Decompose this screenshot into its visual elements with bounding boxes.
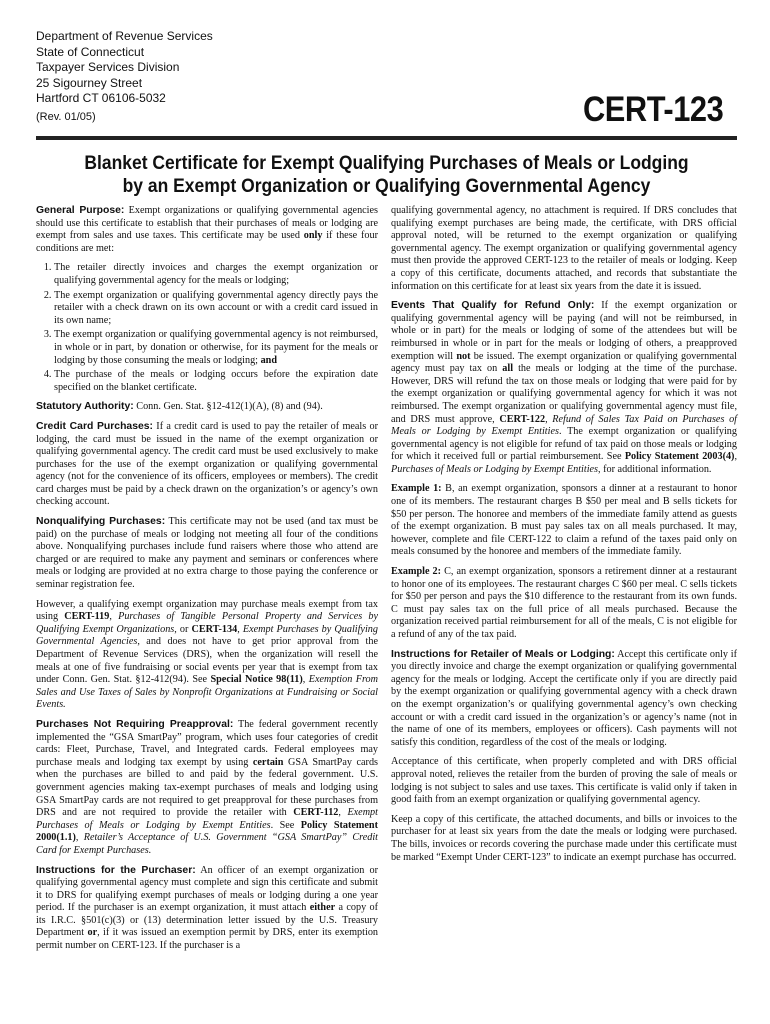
form-reference: CERT-119 <box>64 611 110 623</box>
section-heading: Statutory Authority: <box>36 401 134 413</box>
form-number: CERT-123 <box>583 90 724 129</box>
address-line: State of Connecticut <box>36 44 145 59</box>
form-reference: CERT-112 <box>293 807 339 819</box>
acceptance-paragraph: Acceptance of this certificate, when properly completed and with DRS official approval noted, relieves the retailer from the burden of proving the sale of meals or lodging is not subject to sales and use taxes. This certificate is valid only if taken in good faith from an exempt organization or qualifying governmental agency. <box>391 756 737 806</box>
body-text: C, an exempt organization, sponsors a retirement dinner at a restaurant to honor one of its employees. The restaurant charges C $60 per meal. C sells tickets for $50 per person and pays the $10 difference to the restaurant from its own funds. C must pay sales tax on the full price of all meals purchased. Because the organization received partial reimbursement for all of the meals, C is not eligible for a refund of any of the tax paid. <box>391 566 737 640</box>
document-title <box>36 152 737 198</box>
general-purpose-section <box>36 205 378 255</box>
nonqualifying-section <box>36 516 378 592</box>
body-text: . The exempt organization or qualifying governmental agency is not eligible for refund of tax paid on those meals or lodging for which it received full or partial reimbursement. See <box>391 426 737 463</box>
policy-reference: Policy Statement 2000(1.1) <box>36 819 378 844</box>
body-text: If a credit card is used to pay the retailer of meals or lodging, the card must be issued in the name of the exempt organization or qualifying governmental agency. The credit card must be used exclusively to make purchases for the use of the exempt organization or qualifying governmental agency (not for the convenience of its officers, employees or members). The credit card charges must be paid by a check drawn on the organization’s or agency’s own checking account. <box>36 420 378 508</box>
statutory-section <box>36 401 378 414</box>
example-label: Example 1: <box>391 483 442 495</box>
address-line: Taxpayer Services Division <box>36 60 180 74</box>
retailer-instructions-section <box>391 649 737 750</box>
list-item <box>54 369 378 394</box>
body-text: , <box>734 451 737 463</box>
emphasis-text: not <box>456 350 471 362</box>
section-heading: Instructions for Retailer of Meals or Lodging: <box>391 648 615 660</box>
refund-section <box>391 300 737 476</box>
body-text: B, an exempt organization, sponsors a dinner at a restaurant to honor one of its members. The restaurant charges B $50 per meal and B sells tickets for $50 per person. The honoree and members of the immediate family attend as guests of the exempt organization. B must pay sales tax on all meals purchased. It may, however, complete and file CERT-122 to claim a refund of the taxes paid only on meals consumed by the honoree and members of the immediate family. <box>391 483 737 558</box>
purchaser-instructions-continued: qualifying governmental agency, no attachment is required. If DRS concludes that qualifying exempt purchases are being made, the certificate, with DRS official approval noted, will be returned to the exempt organization or qualifying governmental agency. The exempt organization or qualifying governmental agency must then provide the approved CERT-123 to the retailer of meals or lodging. Keep a copy of this certificate, documents attached, and records that substantiate the information on this certificate for at least six years from the date it is issued. <box>391 205 737 292</box>
policy-title: Retailer’s Acceptance of U.S. Government “GSA SmartPay” Credit Card for Exempt Purchases. <box>36 832 378 856</box>
emphasis-text: all <box>502 363 514 375</box>
header-rule <box>36 136 737 140</box>
form-title: Refund of Sales Tax Paid on Purchases of Meals or Lodging by Exempt Entities <box>391 413 738 438</box>
list-item <box>54 290 378 328</box>
form-title: Exempt Purchases of Meals or Lodging by Exempt Entities <box>36 807 378 831</box>
body-text: be issued. The exempt organization or qualifying governmental agency must pay tax on <box>391 350 737 375</box>
left-column <box>36 205 378 960</box>
body-text: . See <box>270 819 301 831</box>
body-text: An officer of an exempt organization or qualifying governmental agency must complete and sign this certificate and submit it to DRS for qualifying exempt purchases of meals or lodging during a one year period. If the purchaser is an exempt organization, it must attach <box>36 864 378 914</box>
purchaser-instructions-section <box>36 865 378 953</box>
form-title: Exempt Purchases by Qualifying Governmental Agencies <box>36 623 378 648</box>
right-column <box>391 205 737 871</box>
condition-text: The retailer directly invoices and charges the exempt organization or qualifying governmental agency for the meals or lodging; <box>54 262 378 286</box>
body-text: If the exempt organization or qualifying governmental agency will be paying (and will not be reimbursed, in whole or in part) for the meals or lodging of some of the attendees but will be reimbursed in whole or in part for the meals or lodging of others, a preapproved exemption will <box>391 300 737 362</box>
however-section <box>36 599 378 712</box>
emphasis-text: certain <box>252 756 284 768</box>
address-line: Hartford CT 06106-5032 <box>36 91 166 105</box>
body-text: the meals or lodging at the time of the purchase. However, DRS will refund the tax on those meals or lodging that were paid for by the exempt organization or qualifying governmental agency for which it was not reimbursed. The exempt organization or qualifying governmental agency must file, and DRS must approve, <box>391 363 737 425</box>
form-reference: CERT-122 <box>499 413 546 425</box>
body-text: , <box>75 832 84 844</box>
title-line: Blanket Certificate for Exempt Qualifying Purchases of Meals or Lodging <box>84 153 689 174</box>
body-text: , if it was issued an exemption permit by DRS, enter its exemption permit number on CERT-123. If the purchaser is a <box>36 927 379 952</box>
body-text: Accept this certificate only if you directly invoice and charge the exempt organization or qualifying governmental agency for the meals or lodging. Accept the certificate only if you are directly paid by the exempt organization or qualifying governmental agency with a check drawn on the exempt organization’s or qualifying governmental agency’s own checking account or with a credit card issued in the organization’s or agency’s name (not in the name of one of its members, employees or officers). Cash payments will not satisfy this condition, regardless of the cost of the meals or lodging. <box>391 648 737 748</box>
body-text: Conn. Gen. Stat. §12-412(1)(A), (8) and (94). <box>133 401 323 413</box>
emphasis-text: either <box>309 902 336 914</box>
section-heading: Nonqualifying Purchases: <box>36 516 166 528</box>
section-heading: Instructions for the Purchaser: <box>36 864 196 876</box>
list-item <box>54 329 378 367</box>
conditions-list <box>36 262 378 394</box>
address-line: 25 Sigourney Street <box>36 75 143 90</box>
condition-text: The purchase of the meals or lodging occurs before the expiration date specified on the blanket certificate. <box>54 369 378 393</box>
body-text: , and does not have to get prior approval from the Department of Revenue Services (DRS), when the organization will resell the meals at one of five fundraising or social events per year that is exempt from tax under Conn. Gen. Stat. §12-412(94). See <box>36 636 378 686</box>
body-text: , <box>338 807 348 819</box>
body-text: This certificate may not be used (and tax must be paid) on the purchase of meals or lodging not meeting all four of the conditions above. Nonqualifying purchases include fund raisers where those who attend are charged or are required to make any payment and seminars or conferences where meals or lodging are provided at no extra charge to those paying the conference or seminar registration fee. <box>36 516 378 591</box>
preapproval-section <box>36 719 378 858</box>
form-reference: CERT-134 <box>191 623 238 635</box>
agency-address <box>36 29 213 107</box>
record-keeping-paragraph: Keep a copy of this certificate, the attached documents, and bills or invoices to the purchaser for at least six years from the date the meals or lodging were purchased. The bills, invoices or records covering the purchase made under this certificate must be marked “Exempt Under CERT-123” to indicate an exempt purchase has occurred. <box>391 813 737 863</box>
emphasis-text: only <box>303 230 323 242</box>
credit-card-section <box>36 421 378 509</box>
list-item <box>54 262 378 287</box>
body-text: a copy of its I.R.C. §501(c)(3) or (13) determination letter issued by the U.S. Treasury Department <box>36 902 379 939</box>
section-heading: Credit Card Purchases: <box>36 420 153 432</box>
section-heading: Purchases Not Requiring Preapproval: <box>36 718 234 730</box>
example-label: Example 2: <box>391 566 442 578</box>
body-text: , for additional information. <box>598 463 712 475</box>
body-text: , or <box>174 623 192 635</box>
notice-reference: Special Notice 98(11) <box>210 674 303 686</box>
body-text: Exempt organizations or qualifying governmental agencies should use this certificate to establish that their purchases of meals or lodging are exempt from sales and use taxes. This certificate may be used <box>36 205 378 242</box>
section-heading: General Purpose: <box>36 205 125 216</box>
policy-reference: Policy Statement 2003(4) <box>624 451 735 463</box>
emphasis-text: and <box>260 354 277 366</box>
condition-text: The exempt organization or qualifying governmental agency directly pays the retailer with a check drawn on its own account or with a credit card issued in its own name; <box>54 289 378 326</box>
policy-title: Purchases of Meals or Lodging by Exempt Entities <box>391 463 599 475</box>
body-text: GSA SmartPay cards when the purchases are billed to and paid by the federal government. U.S. government agencies making tax-exempt purchases of meals and lodging using GSA SmartPay cards are not required to get preapproval for these purchases from DRS and are not required to provide the retailer with <box>36 756 379 819</box>
body-text: , <box>237 623 243 635</box>
body-text: , <box>109 611 119 623</box>
body-text: The federal government recently implemented the “GSA SmartPay” program, which uses four categories of credit cards: Fleet, Purchase, Travel, and Integrated cards. Federal employees may purchase meals and lodging tax exempt by using <box>36 718 378 768</box>
emphasis-text: or <box>87 927 98 939</box>
body-text: , <box>302 674 309 686</box>
example-1 <box>391 483 737 559</box>
example-2 <box>391 566 737 642</box>
body-text: if these four conditions are met: <box>36 230 378 254</box>
condition-text: The exempt organization or qualifying governmental agency is not reimbursed, in whole or in part, by donation or otherwise, for its payment for the meals or lodging by those consuming the meals or lodging; <box>54 329 378 366</box>
revision-date: (Rev. 01/05) <box>36 111 96 123</box>
section-heading: Events That Qualify for Refund Only: <box>391 300 595 312</box>
body-text: , <box>545 413 553 425</box>
form-title: Purchases of Tangible Personal Property and Services by Qualifying Exempt Organizations <box>36 611 379 635</box>
address-line: Department of Revenue Services <box>36 29 213 43</box>
notice-title: Exemption From Sales and Use Taxes of Sales by Nonprofit Organizations at Fundraising or Social Events. <box>36 674 379 711</box>
title-line: by an Exempt Organization or Qualifying Governmental Agency <box>122 176 651 197</box>
body-text: However, a qualifying exempt organization may purchase meals exempt from tax using <box>36 598 378 623</box>
